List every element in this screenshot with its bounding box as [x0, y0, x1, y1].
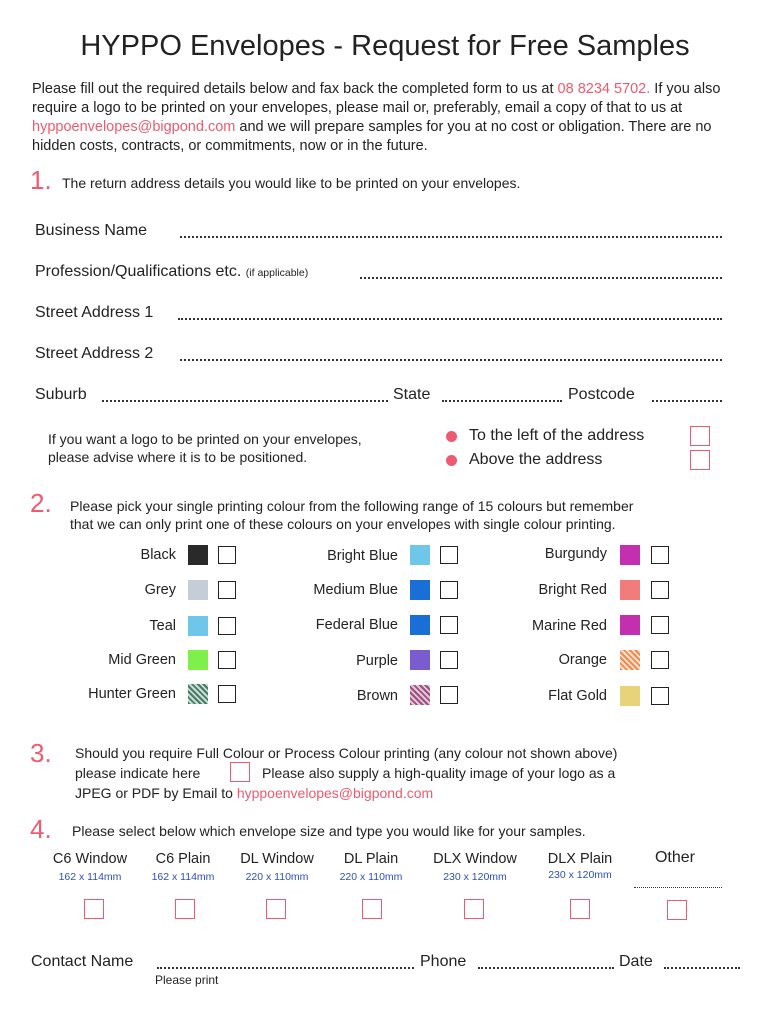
section-2-number: 2.	[30, 488, 52, 518]
swatch-teal	[188, 616, 208, 636]
page-title: HYPPO Envelopes - Request for Free Samples	[80, 30, 690, 62]
checkbox-c6-window[interactable]	[84, 899, 104, 919]
intro-text-1: Please fill out the required details below and fax back the completed form to us at	[32, 81, 558, 97]
colour-label-marine-red: Marine Red	[532, 618, 607, 634]
checkbox-mid-green[interactable]	[218, 651, 236, 669]
checkbox-flat-gold[interactable]	[651, 687, 669, 705]
section-2-text-line2: that we can only print one of these colours on your envelopes with single colour printing.	[70, 516, 616, 532]
swatch-orange	[620, 650, 640, 670]
swatch-mid-green	[188, 650, 208, 670]
checkbox-c6-plain[interactable]	[175, 899, 195, 919]
checkbox-dlx-plain[interactable]	[570, 899, 590, 919]
other-envelope-field[interactable]	[634, 887, 722, 888]
colour-label-orange: Orange	[558, 652, 607, 668]
state-label: State	[393, 386, 431, 403]
state-field[interactable]	[442, 400, 562, 402]
contact-name-label: Contact Name	[31, 953, 134, 970]
envelope-other	[630, 849, 720, 867]
section-4-number: 4.	[30, 814, 52, 844]
section-3-email[interactable]: hyppoenvelopes@bigpond.com	[236, 785, 434, 801]
envelope-dl-plain	[321, 851, 421, 883]
colour-label-purple: Purple	[356, 653, 398, 669]
contact-name-field[interactable]	[157, 967, 414, 969]
logo-option-above-checkbox[interactable]	[690, 450, 710, 470]
checkbox-federal-blue[interactable]	[440, 616, 458, 634]
checkbox-dlx-window[interactable]	[464, 899, 484, 919]
envelope-dlx-plain	[530, 851, 630, 881]
envelope-size: 220 x 110mm	[245, 871, 309, 883]
suburb-label: Suburb	[35, 386, 87, 403]
colour-label-black: Black	[140, 547, 176, 563]
envelope-size: 162 x 114mm	[58, 871, 122, 883]
envelope-name: C6 Window	[52, 851, 128, 867]
street2-label: Street Address 2	[35, 345, 154, 362]
bullet-icon	[446, 455, 457, 466]
swatch-purple	[410, 650, 430, 670]
logo-text-line1: If you want a logo to be printed on your envelopes,	[48, 431, 362, 447]
section-3-line3: JPEG or PDF by Email to hyppoenvelopes@bigpond.com	[75, 785, 434, 801]
envelope-name: Other	[654, 849, 695, 866]
logo-text-line2: please advise where it is to be positioned.	[48, 449, 308, 465]
envelope-dl-window	[227, 851, 327, 883]
envelope-name: DLX Plain	[547, 851, 613, 867]
section-3-line2a: please indicate here	[75, 765, 201, 781]
swatch-flat-gold	[620, 686, 640, 706]
envelope-size: 230 x 120mm	[548, 869, 612, 881]
envelope-name: DL Window	[240, 851, 314, 867]
swatch-medium-blue	[410, 580, 430, 600]
intro-paragraph	[32, 80, 742, 156]
envelope-size: 162 x 114mm	[151, 871, 215, 883]
logo-option-above-label: Above the address	[469, 451, 603, 468]
envelope-c6-window	[40, 851, 140, 883]
swatch-brown	[410, 685, 430, 705]
checkbox-orange[interactable]	[651, 651, 669, 669]
swatch-bright-blue	[410, 545, 430, 565]
envelope-size: 220 x 110mm	[339, 871, 403, 883]
checkbox-burgundy[interactable]	[651, 546, 669, 564]
colour-label-hunter-green: Hunter Green	[88, 686, 176, 702]
swatch-grey	[188, 580, 208, 600]
colour-label-medium-blue: Medium Blue	[313, 582, 398, 598]
checkbox-purple[interactable]	[440, 651, 458, 669]
logo-option-left-label: To the left of the address	[469, 427, 645, 444]
email-link[interactable]: hyppoenvelopes@bigpond.com	[32, 119, 236, 135]
checkbox-black[interactable]	[218, 546, 236, 564]
profession-label: Profession/Qualifications etc. (if applicable)	[35, 263, 309, 280]
business-name-label: Business Name	[35, 222, 148, 239]
colour-label-teal: Teal	[149, 618, 176, 634]
street1-label: Street Address 1	[35, 304, 154, 321]
checkbox-grey[interactable]	[218, 581, 236, 599]
phone-field[interactable]	[478, 967, 614, 969]
section-4-text: Please select below which envelope size and type you would like for your samples.	[72, 823, 586, 839]
colour-label-flat-gold: Flat Gold	[548, 688, 607, 704]
envelope-size: 230 x 120mm	[443, 871, 507, 883]
street2-field[interactable]	[180, 359, 722, 361]
checkbox-brown[interactable]	[440, 686, 458, 704]
please-print-note: Please print	[155, 973, 219, 987]
phone-label: Phone	[420, 953, 467, 970]
intro-text-3: and we will prepare samples for you at no cost or obligation. There are no hidden costs, contracts, or commitments, now or in the future.	[32, 119, 712, 154]
envelope-c6-plain	[133, 851, 233, 883]
suburb-field[interactable]	[102, 400, 388, 402]
business-name-field[interactable]	[180, 236, 722, 238]
envelope-name: DLX Window	[433, 851, 517, 867]
checkbox-dl-plain[interactable]	[362, 899, 382, 919]
section-2-text-line1: Please pick your single printing colour from the following range of 15 colours but remember	[70, 498, 634, 514]
checkbox-other[interactable]	[667, 900, 687, 920]
swatch-marine-red	[620, 615, 640, 635]
swatch-burgundy	[620, 545, 640, 565]
date-label: Date	[619, 953, 653, 970]
postcode-label: Postcode	[568, 386, 635, 403]
checkbox-hunter-green[interactable]	[218, 685, 236, 703]
profession-field[interactable]	[360, 277, 722, 279]
section-3-line2b: Please also supply a high-quality image of your logo as a	[262, 765, 616, 781]
bullet-icon	[446, 431, 457, 442]
full-colour-checkbox[interactable]	[230, 762, 250, 782]
envelope-dlx-window	[420, 851, 530, 883]
section-1-number: 1.	[30, 165, 52, 195]
checkbox-dl-window[interactable]	[266, 899, 286, 919]
colour-label-brown: Brown	[356, 688, 398, 704]
fax-number: 08 8234 5702.	[557, 81, 651, 97]
section-1-text: The return address details you would like to be printed on your envelopes.	[62, 175, 521, 191]
swatch-black	[188, 545, 208, 565]
intro-text-2: If you also require a logo to be printed on your envelopes, please mail or, preferably, email a copy of that to us at	[32, 81, 721, 116]
colour-label-burgundy: Burgundy	[544, 546, 607, 562]
swatch-hunter-green	[188, 684, 208, 704]
colour-label-bright-blue: Bright Blue	[327, 548, 398, 564]
section-3-number: 3.	[30, 738, 52, 768]
logo-option-left-checkbox[interactable]	[690, 426, 710, 446]
postcode-field[interactable]	[652, 400, 722, 402]
colour-label-bright-red: Bright Red	[538, 582, 607, 598]
envelope-name: DL Plain	[343, 851, 399, 867]
checkbox-bright-blue[interactable]	[440, 546, 458, 564]
envelope-name: C6 Plain	[155, 851, 211, 867]
swatch-bright-red	[620, 580, 640, 600]
date-field[interactable]	[664, 967, 740, 969]
checkbox-bright-red[interactable]	[651, 581, 669, 599]
colour-label-mid-green: Mid Green	[108, 652, 176, 668]
checkbox-marine-red[interactable]	[651, 616, 669, 634]
street1-field[interactable]	[178, 318, 722, 320]
colour-label-grey: Grey	[144, 582, 176, 598]
colour-label-federal-blue: Federal Blue	[315, 617, 398, 633]
swatch-federal-blue	[410, 615, 430, 635]
profession-note: (if applicable)	[245, 267, 309, 279]
section-3-line1: Should you require Full Colour or Process Colour printing (any colour not shown above)	[75, 745, 618, 761]
checkbox-teal[interactable]	[218, 617, 236, 635]
checkbox-medium-blue[interactable]	[440, 581, 458, 599]
